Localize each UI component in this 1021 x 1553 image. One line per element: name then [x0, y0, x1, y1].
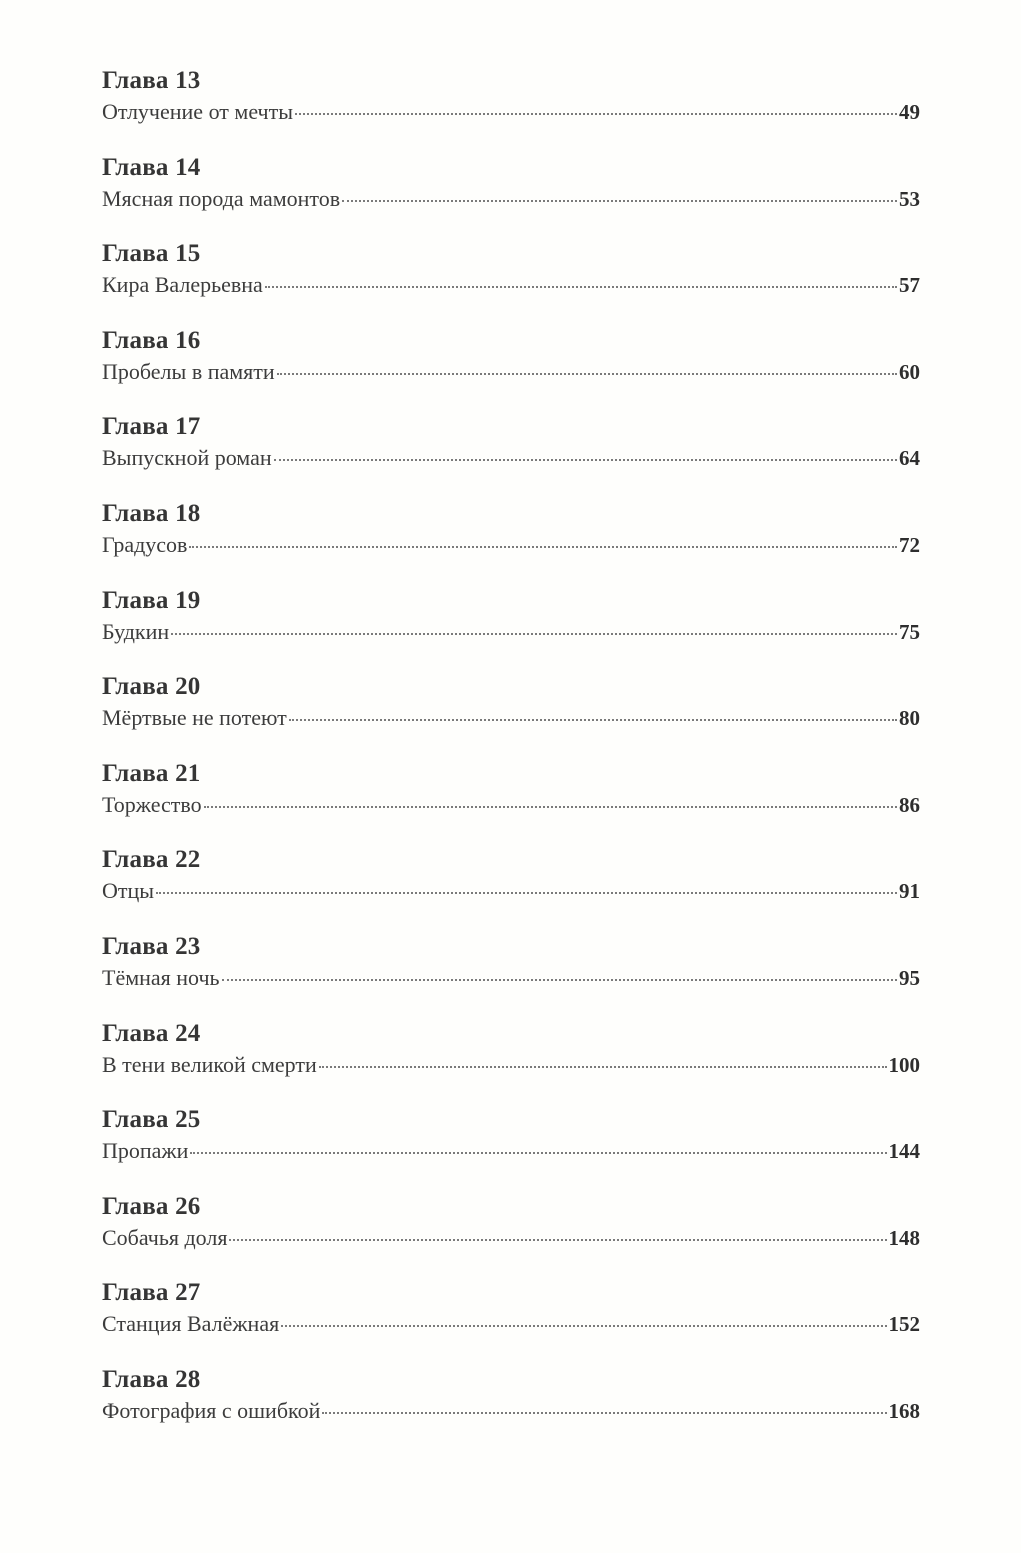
- chapter-title: Пробелы в памяти: [102, 358, 275, 384]
- chapter-row: [102, 1309, 920, 1341]
- toc-entry: [102, 1278, 920, 1365]
- toc-entry: [102, 1365, 920, 1452]
- chapter-title: Тёмная ночь: [102, 964, 220, 990]
- toc-entry: [102, 412, 920, 499]
- chapter-title: Фотография с ошибкой: [102, 1397, 321, 1423]
- chapter-title: Собачья доля: [102, 1224, 228, 1250]
- toc-entry: [102, 586, 920, 673]
- chapter-title: В тени великой смерти: [102, 1051, 317, 1077]
- chapter-heading: Глава 22: [102, 846, 201, 874]
- chapter-heading: Глава 19: [102, 586, 201, 614]
- page-number: 86: [899, 792, 920, 817]
- chapter-row: [102, 1050, 920, 1082]
- chapter-row: [102, 270, 920, 302]
- chapter-heading: Глава 23: [102, 932, 201, 960]
- chapter-heading: Глава 26: [102, 1192, 201, 1220]
- toc-entry: [102, 66, 920, 153]
- chapter-title: Торжество: [102, 791, 202, 817]
- chapter-heading: Глава 17: [102, 413, 201, 441]
- page-number: 64: [899, 446, 920, 471]
- chapter-heading: Глава 15: [102, 240, 201, 268]
- dot-leader: [265, 286, 897, 288]
- chapter-row: [102, 357, 920, 389]
- dot-leader: [229, 1239, 886, 1241]
- chapter-title: Отцы: [102, 878, 155, 904]
- chapter-heading: Глава 21: [102, 759, 201, 787]
- dot-leader: [156, 892, 897, 894]
- page-number: 144: [888, 1139, 920, 1164]
- dot-leader: [189, 546, 897, 548]
- chapter-heading: Глава 13: [102, 67, 201, 94]
- page-number: 91: [899, 879, 920, 904]
- dot-leader: [171, 633, 897, 635]
- page-number: 72: [899, 532, 920, 557]
- dot-leader: [319, 1066, 887, 1068]
- toc-entry: [102, 672, 920, 759]
- chapter-row: [102, 1223, 920, 1255]
- page-number: 100: [888, 1052, 920, 1077]
- page-number: 57: [899, 273, 920, 298]
- dot-leader: [190, 1152, 886, 1154]
- chapter-title: Пропажи: [102, 1138, 189, 1164]
- chapter-row: [102, 443, 920, 475]
- chapter-title: Будкин: [102, 618, 170, 644]
- toc-entry: [102, 239, 920, 326]
- chapter-heading: Глава 28: [102, 1365, 201, 1393]
- chapter-heading: Глава 18: [102, 499, 201, 527]
- toc-entry: [102, 326, 920, 413]
- toc-entry: [102, 932, 920, 1019]
- chapter-title: Станция Валёжная: [102, 1311, 280, 1337]
- page-number: 148: [888, 1225, 920, 1250]
- chapter-heading: Глава 16: [102, 326, 201, 354]
- chapter-row: [102, 184, 920, 216]
- dot-leader: [342, 200, 897, 202]
- chapter-title: Мясная порода мамонтов: [102, 185, 341, 211]
- page-number: 80: [899, 706, 920, 731]
- page-number: 49: [899, 100, 920, 124]
- dot-leader: [322, 1412, 886, 1414]
- chapter-row: [102, 1136, 920, 1168]
- chapter-heading: Глава 24: [102, 1019, 201, 1047]
- chapter-title: Отлучение от мечты: [102, 99, 293, 124]
- chapter-row: [102, 963, 920, 995]
- chapter-row: [102, 1396, 920, 1428]
- chapter-heading: Глава 27: [102, 1279, 201, 1307]
- page-number: 53: [899, 186, 920, 211]
- dot-leader: [277, 373, 897, 375]
- page-number: 95: [899, 965, 920, 990]
- dot-leader: [222, 979, 897, 981]
- toc-entry: [102, 499, 920, 586]
- chapter-title: Градусов: [102, 531, 188, 557]
- dot-leader: [289, 719, 897, 721]
- chapter-row: [102, 97, 920, 129]
- chapter-row: [102, 703, 920, 735]
- toc-entry: [102, 1019, 920, 1106]
- toc-entry: [102, 1105, 920, 1192]
- chapter-title: Мёртвые не потеют: [102, 705, 287, 731]
- chapter-title: Выпускной роман: [102, 445, 272, 471]
- dot-leader: [204, 806, 897, 808]
- page-number: 168: [888, 1398, 920, 1423]
- dot-leader: [295, 113, 897, 115]
- chapter-title: Кира Валерьевна: [102, 272, 263, 298]
- chapter-row: [102, 530, 920, 562]
- chapter-heading: Глава 25: [102, 1106, 201, 1134]
- chapter-row: [102, 617, 920, 649]
- toc-entry: [102, 153, 920, 240]
- toc-entry: [102, 845, 920, 932]
- page-number: 152: [888, 1312, 920, 1337]
- table-of-contents: [102, 66, 920, 1452]
- toc-entry: [102, 1192, 920, 1279]
- chapter-heading: Глава 14: [102, 153, 201, 181]
- chapter-heading: Глава 20: [102, 673, 201, 701]
- dot-leader: [281, 1325, 886, 1327]
- page-number: 60: [899, 359, 920, 384]
- chapter-row: [102, 790, 920, 822]
- page-number: 75: [899, 619, 920, 644]
- toc-entry: [102, 759, 920, 846]
- dot-leader: [274, 459, 897, 461]
- chapter-row: [102, 876, 920, 908]
